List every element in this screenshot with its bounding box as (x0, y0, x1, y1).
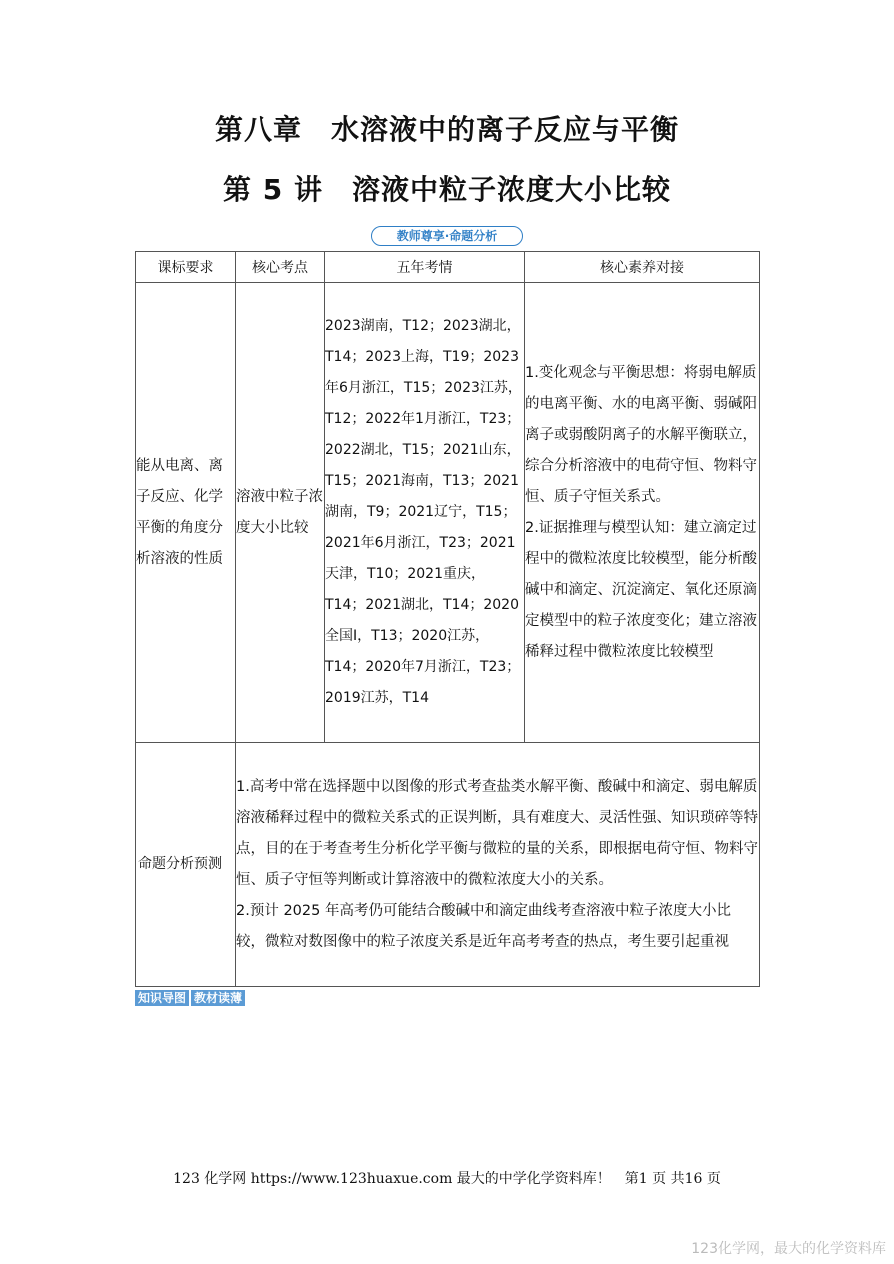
tag-textbook-summary: 教材读薄 (191, 990, 245, 1006)
cell-five-year: 2023湖南，T12；2023湖北，T14；2023上海，T19；2023年6月浙江，T15；2023江苏，T12；2022年1月浙江，T23；2022湖北，T15；2021山东，T15；2021海南，T13；2021湖南，T9；2021辽宁，T15；2021年6月浙江，T23；2021天津，T10；2021重庆，T14；2021湖北，T14；2020全国Ⅰ，T13；2020江苏，T14；2020年7月浙江，T23；2019江苏，T14 (325, 283, 525, 743)
forecast-item-1: 1.高考中常在选择题中以图像的形式考查盐类水解平衡、酸碱中和滴定、弱电解质溶液稀释过程中的微粒关系式的正误判断，具有难度大、灵活性强、知识琐碎等特点，目的在于考查考生分析化学平衡与微粒的量的关系，即根据电荷守恒、物料守恒、质子守恒等判断或计算溶液中的微粒浓度大小的关系。 (236, 778, 758, 888)
header-five-year: 五年考情 (325, 252, 525, 283)
chapter-title: 第八章 水溶液中的离子反应与平衡 (214, 113, 679, 146)
table-row (136, 743, 760, 987)
cell-core-point: 溶液中粒子浓度大小比较 (236, 283, 325, 743)
cell-forecast (236, 743, 760, 987)
page-footer: 123 化学网 https://www.123huaxue.com 最大的中学化学资料库！ 第1 页 共16 页 (173, 1171, 721, 1187)
analysis-table (135, 251, 760, 987)
watermark: 123化学网，最大的化学资料库 (691, 1241, 886, 1257)
header-core-point: 核心考点 (236, 252, 325, 283)
table-header-row (136, 252, 760, 283)
tag-knowledge-map: 知识导图 (135, 990, 189, 1006)
lesson-title: 第 5 讲 溶液中粒子浓度大小比较 (223, 173, 671, 206)
cell-requirement: 能从电离、离子反应、化学平衡的角度分析溶液的性质 (136, 283, 236, 743)
cell-literacy (525, 283, 760, 743)
header-requirement: 课标要求 (136, 252, 236, 283)
table-row (136, 283, 760, 743)
header-literacy: 核心素养对接 (525, 252, 760, 283)
forecast-item-2: 2.预计 2025 年高考仍可能结合酸碱中和滴定曲线考查溶液中粒子浓度大小比较，微粒对数图像中的粒子浓度关系是近年高考考查的热点，考生要引起重视 (236, 902, 731, 950)
teacher-badge: 教师尊享·命题分析 (371, 226, 523, 246)
literacy-item-1: 1.变化观念与平衡思想：将弱电解质的电离平衡、水的电离平衡、弱碱阳离子或弱酸阴离子的水解平衡联立，综合分析溶液中的电荷守恒、物料守恒、质子守恒关系式。 (525, 364, 757, 505)
section-tags (135, 990, 245, 1006)
cell-forecast-label: 命题分析预测 (136, 743, 236, 987)
literacy-item-2: 2.证据推理与模型认知：建立滴定过程中的微粒浓度比较模型，能分析酸碱中和滴定、沉淀滴定、氧化还原滴定模型中的粒子浓度变化；建立溶液稀释过程中微粒浓度比较模型 (525, 519, 757, 660)
